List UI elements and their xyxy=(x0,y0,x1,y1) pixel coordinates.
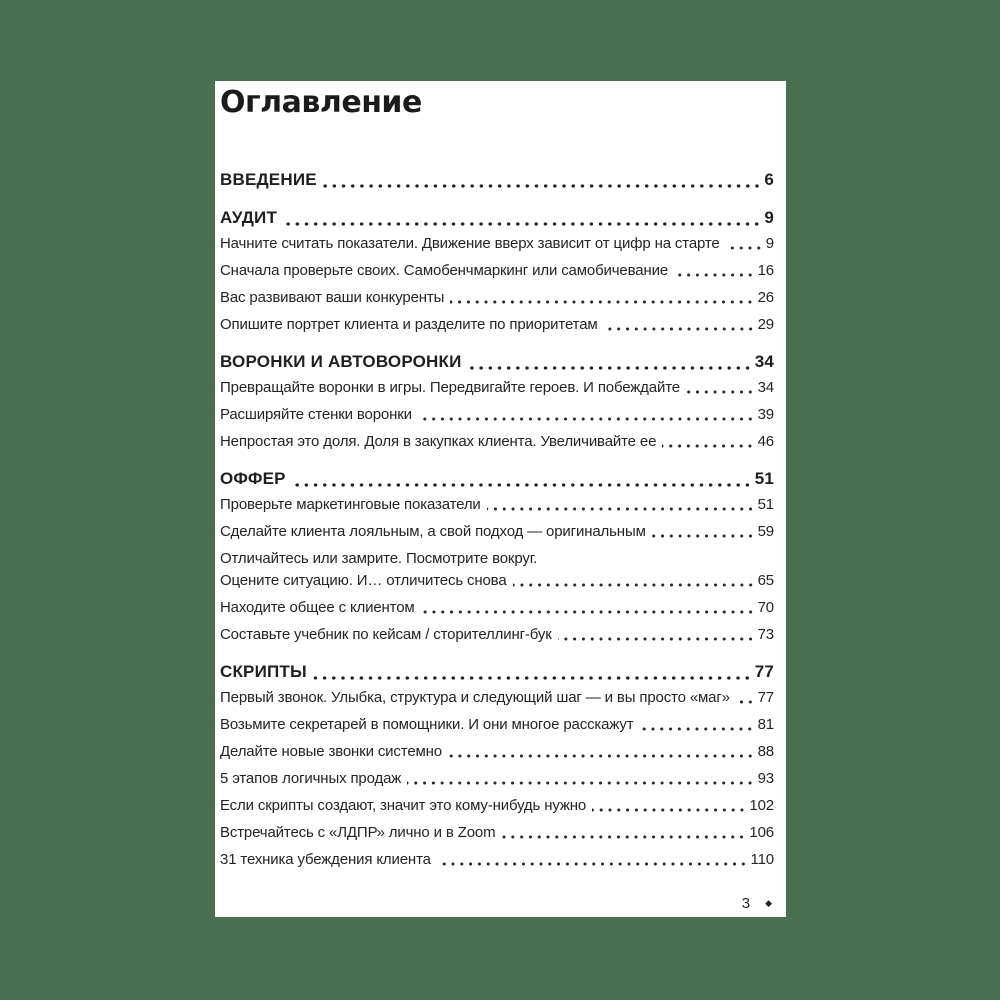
toc-entry-label: Отличайтесь или замрите. Посмотрите вокруг. xyxy=(220,550,538,567)
dot-leader xyxy=(407,781,754,785)
toc-entry-row xyxy=(220,798,774,814)
toc-heading-row xyxy=(220,209,774,227)
toc-heading-page: 34 xyxy=(754,352,774,371)
toc-entry-label: Составьте учебник по кейсам / сторителлинг-бук xyxy=(220,626,552,643)
toc-entry-label: Проверьте маркетинговые показатели xyxy=(220,496,481,513)
dot-leader xyxy=(468,366,752,370)
toc-entry-label: 5 этапов логичных продаж xyxy=(220,770,402,787)
toc-entry-page: 65 xyxy=(757,572,774,589)
toc-entry-page: 59 xyxy=(757,523,774,540)
toc-heading-row xyxy=(220,663,774,681)
toc-entry-page: 34 xyxy=(757,379,774,396)
dot-leader xyxy=(674,273,755,277)
toc-section-2 xyxy=(220,353,774,450)
toc-entry-row xyxy=(220,744,774,760)
toc-entry-page: 102 xyxy=(749,797,774,814)
toc-entry-label: Сделайте клиента лояльным, а свой подход — оригинальным xyxy=(220,523,646,540)
toc-heading-label: АУДИТ xyxy=(220,208,278,227)
toc-section-4 xyxy=(220,663,774,868)
toc-entry-row xyxy=(220,290,774,306)
toc-entry-page: 29 xyxy=(757,316,774,333)
toc-list xyxy=(220,171,774,868)
dot-leader xyxy=(487,507,755,511)
toc-entry-label: Находите общее с клиентом xyxy=(220,599,415,616)
dot-leader xyxy=(448,754,755,758)
toc-entry-row xyxy=(220,573,774,589)
toc-page xyxy=(215,81,786,917)
toc-entry-page: 77 xyxy=(757,689,774,706)
dot-leader xyxy=(437,862,748,866)
toc-heading-row xyxy=(220,470,774,488)
page-title: Оглавление xyxy=(220,85,422,120)
dot-leader xyxy=(418,417,755,421)
toc-heading-page: 6 xyxy=(764,170,774,189)
toc-entry-row xyxy=(220,771,774,787)
toc-entry-page: 93 xyxy=(757,770,774,787)
toc-entry-label: Если скрипты создают, значит это кому-нибудь нужно xyxy=(220,797,587,814)
toc-entry-page: 106 xyxy=(749,824,774,841)
dot-leader xyxy=(592,808,746,812)
toc-entry-page: 73 xyxy=(757,626,774,643)
toc-heading-page: 77 xyxy=(754,662,774,681)
toc-section-3 xyxy=(220,470,774,643)
toc-entry-label: Возьмите секретарей в помощники. И они многое расскажут xyxy=(220,716,634,733)
dot-leader xyxy=(652,534,755,538)
toc-heading-row xyxy=(220,353,774,371)
dot-leader xyxy=(450,300,754,304)
toc-entry-row xyxy=(220,497,774,513)
toc-heading-label: ВВЕДЕНИЕ xyxy=(220,170,317,189)
toc-entry-label: 31 техника убеждения клиента xyxy=(220,851,431,868)
toc-heading-row xyxy=(220,171,774,189)
toc-entry-page: 110 xyxy=(750,851,774,868)
dot-leader xyxy=(558,637,755,641)
toc-entry-label: Вас развивают ваши конкуренты xyxy=(220,289,445,306)
dot-leader xyxy=(639,727,754,731)
dot-leader xyxy=(604,327,755,331)
page-number: 3 xyxy=(741,895,751,912)
dot-leader xyxy=(686,390,755,394)
toc-entry-row xyxy=(220,263,774,279)
toc-heading-label: ВОРОНКИ И АВТОВОРОНКИ xyxy=(220,352,462,371)
toc-entry-page: 9 xyxy=(765,235,774,252)
toc-entry-label: Расширяйте стенки воронки xyxy=(220,406,412,423)
toc-heading-page: 9 xyxy=(764,208,774,227)
toc-section-0 xyxy=(220,171,774,189)
toc-entry-row xyxy=(220,600,774,616)
toc-entry-row xyxy=(220,236,774,252)
toc-entry-row xyxy=(220,852,774,868)
toc-heading-label: ОФФЕР xyxy=(220,469,286,488)
dot-leader xyxy=(323,184,762,188)
toc-entry-page: 39 xyxy=(757,406,774,423)
toc-entry-page: 70 xyxy=(757,599,774,616)
toc-entry-row xyxy=(220,717,774,733)
toc-entry-label: Первый звонок. Улыбка, структура и следующий шаг — и вы просто «маг» xyxy=(220,689,730,706)
dot-leader xyxy=(662,444,754,448)
toc-entry-label: Оцените ситуацию. И… отличитесь снова xyxy=(220,572,507,589)
toc-entry-label: Встречайтесь с «ЛДПР» лично и в Zoom xyxy=(220,824,496,841)
toc-entry-page: 16 xyxy=(757,262,774,279)
toc-entry-label: Превращайте воронки в игры. Передвигайте героев. И побеждайте xyxy=(220,379,680,396)
dot-leader xyxy=(421,610,755,614)
toc-entry-row xyxy=(220,627,774,643)
dot-leader xyxy=(736,700,755,704)
toc-section-1 xyxy=(220,209,774,333)
toc-entry-label: Опишите портрет клиента и разделите по приоритетам xyxy=(220,316,598,333)
toc-entry-page: 26 xyxy=(757,289,774,306)
dot-leader xyxy=(313,676,752,680)
toc-entry-label: Сначала проверьте своих. Самобенчмаркинг или самобичевание xyxy=(220,262,669,279)
toc-entry-label: Непростая это доля. Доля в закупках клиента. Увеличивайте ее xyxy=(220,433,657,450)
dot-leader xyxy=(513,583,755,587)
toc-entry-row xyxy=(220,380,774,396)
dot-leader xyxy=(283,222,761,226)
toc-entry-row xyxy=(220,551,774,567)
page-footer xyxy=(742,895,772,912)
toc-entry-page: 81 xyxy=(757,716,774,733)
dot-leader xyxy=(292,483,752,487)
toc-entry-label: Делайте новые звонки системно xyxy=(220,743,442,760)
toc-entry-row xyxy=(220,434,774,450)
toc-heading-page: 51 xyxy=(754,469,774,488)
toc-entry-row xyxy=(220,317,774,333)
toc-entry-page: 88 xyxy=(757,743,774,760)
toc-entry-page: 51 xyxy=(757,496,774,513)
toc-entry-row xyxy=(220,825,774,841)
toc-entry-label: Начните считать показатели. Движение вверх зависит от цифр на старте xyxy=(220,235,720,252)
toc-entry-row xyxy=(220,690,774,706)
toc-entry-page: 46 xyxy=(757,433,774,450)
dot-leader xyxy=(501,835,746,839)
toc-heading-label: СКРИПТЫ xyxy=(220,662,307,681)
toc-entry-row xyxy=(220,407,774,423)
dot-leader xyxy=(726,246,763,250)
diamond-icon xyxy=(765,899,772,908)
toc-entry-row xyxy=(220,524,774,540)
